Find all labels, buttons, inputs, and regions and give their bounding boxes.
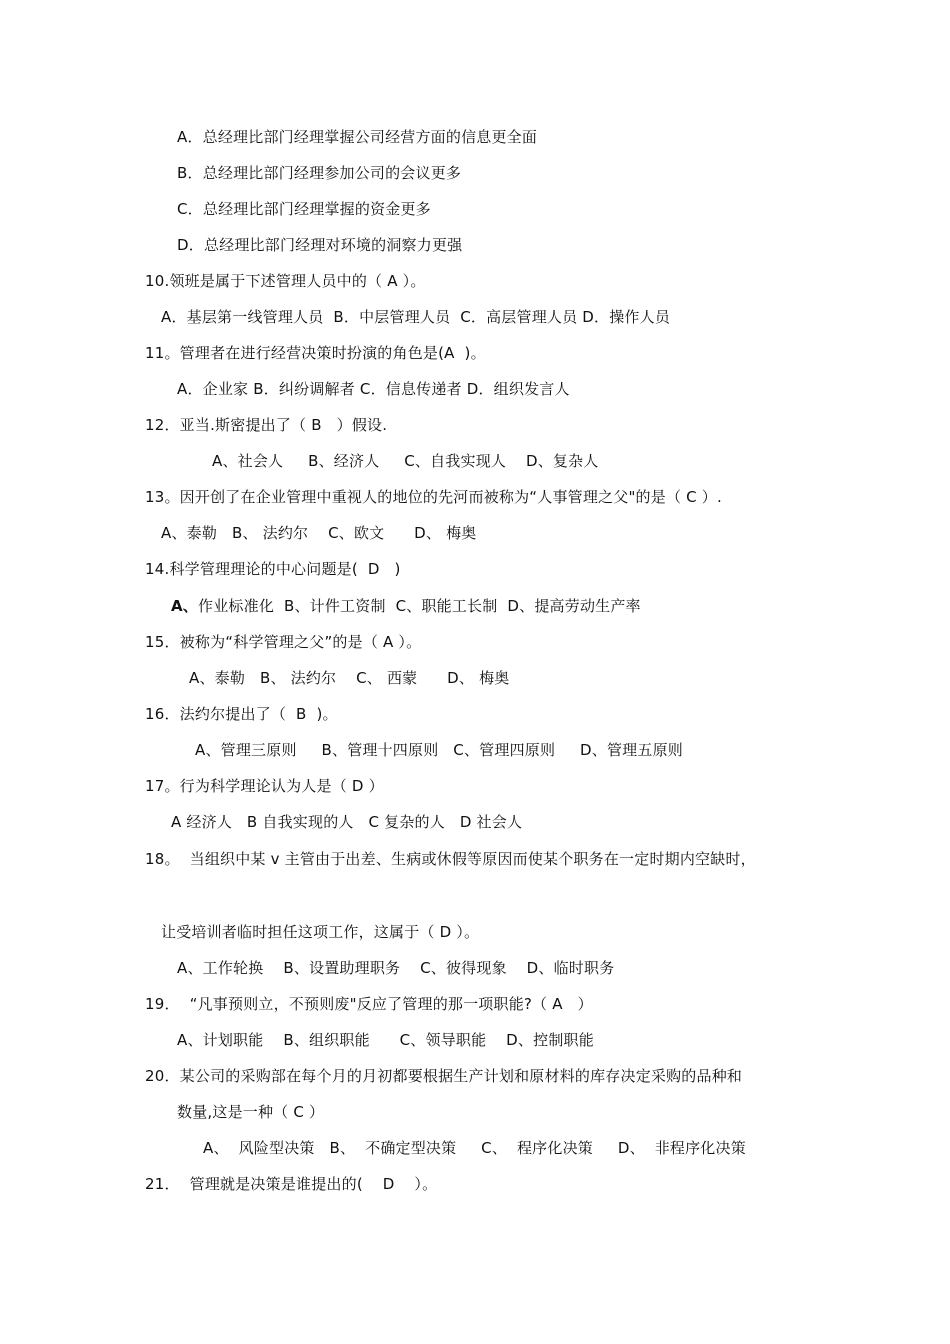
q20-stem-line1: 20．某公司的采购部在每个月的月初都要根据生产计划和原材料的库存决定采购的品种和 — [145, 1067, 743, 1085]
q13-options: A、泰勒 B、 法约尔 C、欧文 D、 梅奥 — [161, 524, 477, 542]
q16-options: A、管理三原则 B、管理十四原则 C、管理四原则 D、管理五原则 — [195, 741, 683, 759]
q14-stem: 14.科学管理理论的中心问题是( D ) — [145, 560, 401, 578]
q12-stem: 12．亚当.斯密提出了（ B ）假设. — [145, 416, 388, 434]
q17-options: A 经济人 B 自我实现的人 C 复杂的人 D 社会人 — [171, 813, 523, 831]
q10-options: A．基层第一线管理人员 B．中层管理人员 C．高层管理人员 D．操作人员 — [161, 308, 671, 326]
q18-options: A、工作轮换 B、设置助理职务 C、彼得现象 D、临时职务 — [177, 959, 615, 977]
q14-option-a-marker: A、 — [171, 597, 199, 615]
q16-stem: 16．法约尔提出了（ B )。 — [145, 705, 338, 723]
q20-options: A、 风险型决策 B、 不确定型决策 C、 程序化决策 D、 非程序化决策 — [203, 1139, 746, 1157]
q9-option-a: A．总经理比部门经理掌握公司经营方面的信息更全面 — [177, 128, 538, 146]
q19-options: A、计划职能 B、组织职能 C、领导职能 D、控制职能 — [177, 1031, 594, 1049]
q14-options-text: 作业标准化 B、计件工资制 C、职能工长制 D、提高劳动生产率 — [198, 597, 641, 615]
q9-option-c: C．总经理比部门经理掌握的资金更多 — [177, 200, 431, 218]
q9-option-b: B．总经理比部门经理参加公司的会议更多 — [177, 164, 462, 182]
q17-stem: 17。行为科学理论认为人是（ D ） — [145, 777, 384, 795]
q15-options: A、泰勒 B、 法约尔 C、 西蒙 D、 梅奥 — [189, 669, 510, 687]
q15-stem: 15．被称为“科学管理之父”的是（ A ）。 — [145, 633, 422, 651]
q12-options: A、社会人 B、经济人 C、自我实现人 D、复杂人 — [212, 452, 599, 470]
q19-stem: 19． “凡事预则立，不预则废"反应了管理的那一项职能?（ A ） — [145, 995, 593, 1013]
q18-stem-line2: 让受培训者临时担任这项工作，这属于（ D ）。 — [161, 923, 480, 941]
q11-stem: 11。管理者在进行经营决策时扮演的角色是(A )。 — [145, 344, 486, 362]
q9-option-d: D．总经理比部门经理对环境的洞察力更强 — [177, 236, 463, 254]
q11-options: A．企业家 B．纠纷调解者 C．信息传递者 D．组织发言人 — [177, 380, 570, 398]
q14-options — [171, 596, 641, 616]
q13-stem: 13。因开创了在企业管理中重视人的地位的先河而被称为“人事管理之父"的是（ C ）. — [145, 488, 722, 506]
q21-stem: 21． 管理就是决策是谁提出的( D ）。 — [145, 1175, 438, 1193]
q18-stem-line1: 18。 当组织中某 v 主管由于出差、生病或休假等原因而使某个职务在一定时期内空缺时， — [145, 850, 756, 868]
q20-stem-line2: 数量,这是一种（ C ） — [177, 1103, 325, 1121]
q10-stem: 10.领班是属于下述管理人员中的（ A ）。 — [145, 272, 426, 290]
